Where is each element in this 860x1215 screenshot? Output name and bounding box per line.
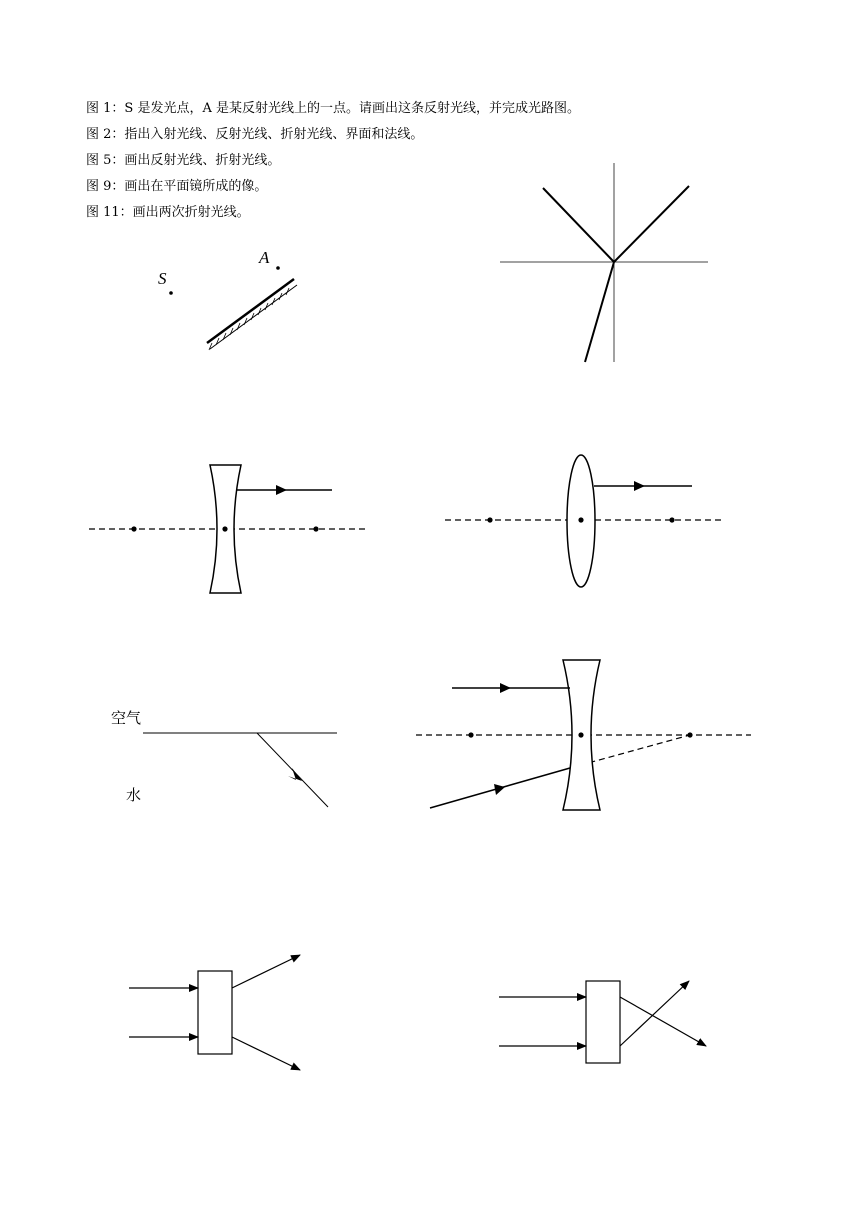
focus-point-left (468, 732, 473, 737)
ray-arrow-oblique (494, 784, 505, 795)
black-box-figure-crossing (499, 981, 706, 1063)
air-water-figure (111, 709, 337, 807)
emergent-ray-bottom (232, 1037, 300, 1070)
instruction-fig1: 图 1：S 是发光点，A 是某反射光线上的一点。请画出这条反射光线，并完成光路图。 (86, 101, 580, 116)
instruction-fig11: 图 11：画出两次折射光线。 (86, 205, 250, 220)
ray-upper-right (614, 186, 689, 262)
black-box-figure-diverging (129, 955, 300, 1070)
optical-box (586, 981, 620, 1063)
instruction-fig9: 图 9：画出在平面镜所成的像。 (86, 179, 268, 194)
plane-mirror (207, 279, 297, 350)
optical-box (198, 971, 232, 1054)
ray-arrow-parallel (500, 683, 511, 693)
focus-point-right (687, 732, 692, 737)
optical-center (578, 517, 583, 522)
optical-center (578, 732, 583, 737)
incident-ray (257, 733, 328, 807)
point-s (169, 291, 173, 295)
ray-arrow (634, 481, 645, 491)
air-label: 空气 (111, 709, 142, 727)
interface-normal-figure (500, 163, 708, 362)
plane-mirror-figure (158, 248, 297, 350)
concave-lens-figure-1 (89, 465, 365, 593)
convex-lens-figure (445, 455, 722, 587)
point-a (276, 266, 280, 270)
ray-lower (585, 262, 614, 362)
point-a-label: A (259, 248, 270, 267)
emergent-ray-crossing-down (620, 997, 706, 1046)
emergent-ray-top (232, 955, 300, 988)
concave-lens-figure-2 (416, 660, 751, 810)
emergent-ray-crossing-up (620, 981, 689, 1046)
point-s-label: S (158, 269, 167, 288)
ray-upper-left (543, 188, 614, 262)
focus-point-right (669, 517, 674, 522)
optical-center (222, 526, 227, 531)
ray-arrow (276, 485, 287, 495)
ray-arrow (288, 768, 302, 781)
focus-point-left (487, 517, 492, 522)
instruction-fig2: 图 2：指出入射光线、反射光线、折射光线、界面和法线。 (86, 127, 424, 142)
focus-point-right (313, 526, 318, 531)
focus-point-left (131, 526, 136, 531)
water-label: 水 (126, 786, 142, 804)
instruction-fig5: 图 5：画出反射光线、折射光线。 (86, 153, 281, 168)
